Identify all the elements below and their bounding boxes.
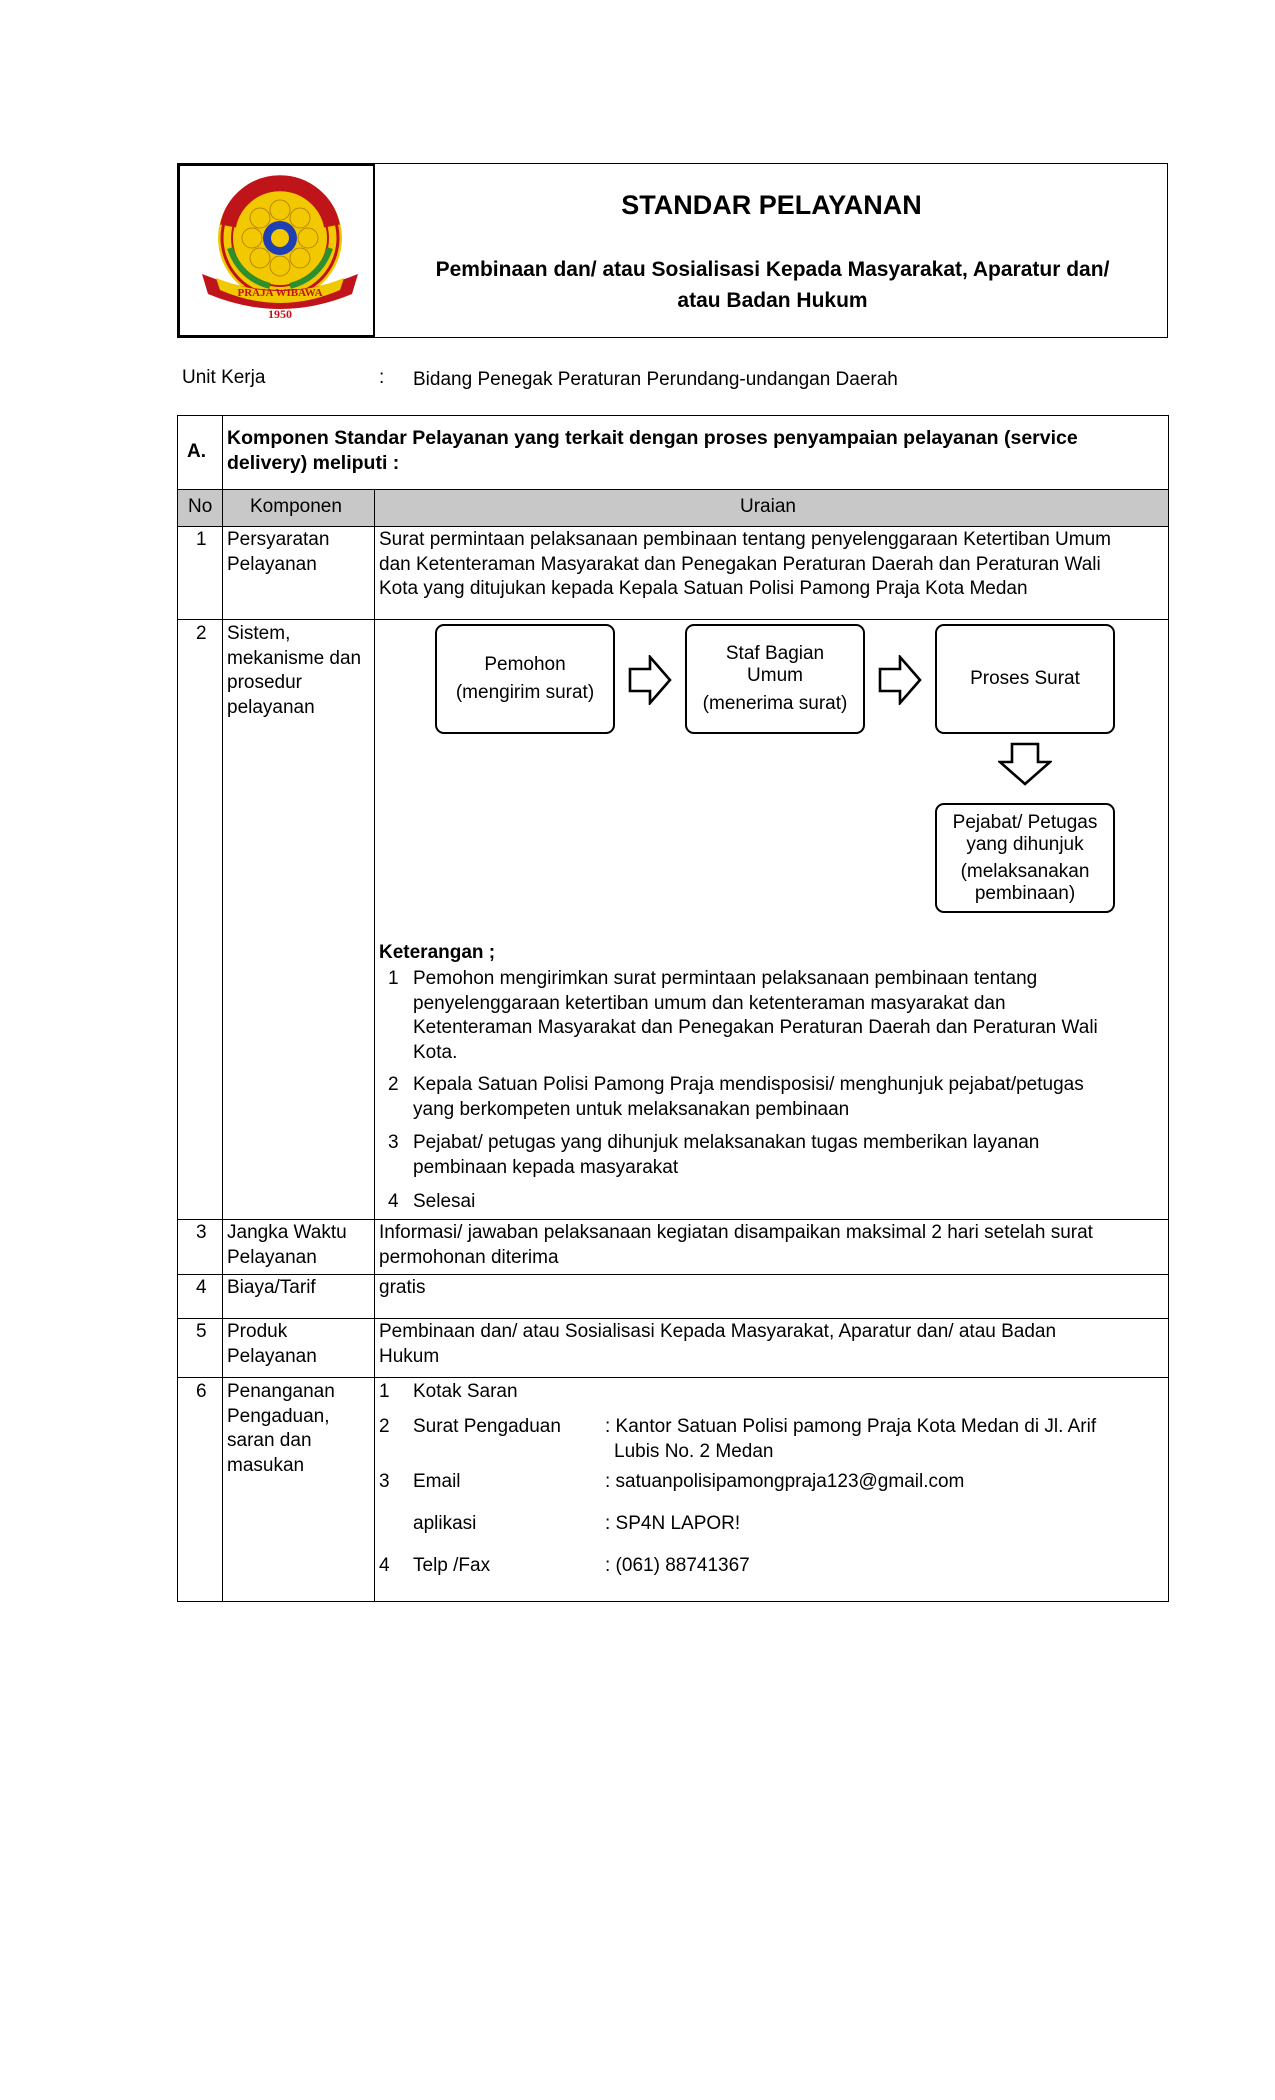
keterangan-item-line: penyelenggaraan ketertiban umum dan ketenteraman masyarakat dan xyxy=(413,992,1006,1014)
page-subtitle xyxy=(390,254,1155,316)
row-komponen-line: pelayanan xyxy=(227,696,315,718)
flow-arrow-down-icon xyxy=(998,742,1052,786)
row-komponen-line: Persyaratan xyxy=(227,529,330,550)
row-komponen-line: mekanisme dan xyxy=(227,647,362,669)
unit-kerja-label: Unit Kerja xyxy=(182,367,266,388)
page-subtitle-line: Pembinaan dan/ atau Sosialisasi Kepada Masyarakat, Aparatur dan/ xyxy=(435,258,1110,281)
pengaduan-number: 4 xyxy=(379,1555,390,1576)
pengaduan-value-line: : Kantor Satuan Polisi pamong Praja Kota Medan di Jl. Arif xyxy=(605,1416,1097,1437)
pengaduan-number: 2 xyxy=(379,1416,390,1437)
logo-cell xyxy=(178,164,375,337)
keterangan-item-number: 4 xyxy=(388,1191,399,1212)
keterangan-title: Keterangan ; xyxy=(379,942,496,963)
section-title-line: delivery) meliputi : xyxy=(227,451,400,474)
keterangan-item-line: Pejabat/ petugas yang dihunjuk melaksanakan tugas memberikan layanan xyxy=(413,1132,1040,1153)
row-komponen-line: Pelayanan xyxy=(227,1246,317,1268)
keterangan-item-text: Selesai xyxy=(413,1191,476,1212)
flow-arrow-right-icon xyxy=(628,655,672,705)
row-komponen-line: Jangka Waktu xyxy=(227,1222,347,1243)
row-komponen xyxy=(227,528,329,577)
row-komponen-line: Penanganan xyxy=(227,1381,335,1402)
row-komponen-line: Pelayanan xyxy=(227,553,317,575)
pengaduan-value: : (061) 88741367 xyxy=(605,1555,750,1576)
row-uraian-line: Kota yang ditujukan kepada Kepala Satuan Polisi Pamong Praja Kota Medan xyxy=(379,578,1028,599)
keterangan-item-number: 2 xyxy=(388,1074,399,1095)
row-number: 5 xyxy=(196,1321,207,1342)
column-header-komponen: Komponen xyxy=(250,496,342,517)
pengaduan-value xyxy=(605,1415,1096,1464)
pengaduan-label: Surat Pengaduan xyxy=(413,1416,561,1437)
pengaduan-label: Email xyxy=(413,1471,461,1492)
section-title xyxy=(227,426,1078,475)
row-komponen xyxy=(227,622,361,720)
keterangan-item-line: yang berkompeten untuk melaksanakan pembinaan xyxy=(413,1098,850,1120)
keterangan-item-number: 3 xyxy=(388,1132,399,1153)
row-komponen-line: saran dan xyxy=(227,1430,312,1451)
pengaduan-value-email[interactable]: : satuanpolisipamongpraja123@gmail.com xyxy=(605,1471,965,1492)
row-komponen-line: Produk xyxy=(227,1321,288,1342)
page-title: STANDAR PELAYANAN xyxy=(621,190,922,220)
unit-kerja-value: Bidang Penegak Peraturan Perundang-undangan Daerah xyxy=(413,369,898,390)
keterangan-item-number: 1 xyxy=(388,968,399,989)
row-number: 2 xyxy=(196,623,207,644)
pengaduan-label: Telp /Fax xyxy=(413,1555,491,1576)
logo-banner-text: PRAJA WIBAWA xyxy=(237,287,323,299)
flow-arrow-right-icon xyxy=(878,655,922,705)
keterangan-item-text xyxy=(413,1073,1084,1122)
keterangan-item-line: Pemohon mengirimkan surat permintaan pelaksanaan pembinaan tentang xyxy=(413,968,1038,989)
keterangan-item-line: Kepala Satuan Polisi Pamong Praja mendisposisi/ menghunjuk pejabat/petugas xyxy=(413,1074,1084,1095)
row-komponen-line: prosedur xyxy=(227,672,302,693)
row-uraian-line: Pembinaan dan/ atau Sosialisasi Kepada Masyarakat, Aparatur dan/ atau Badan xyxy=(379,1321,1057,1342)
column-header-uraian: Uraian xyxy=(740,496,796,517)
keterangan-item-text xyxy=(413,1131,1039,1180)
flow-box-proses-surat xyxy=(935,624,1115,734)
flow-box-line: Pemohon xyxy=(484,654,566,675)
row-komponen-line: Pelayanan xyxy=(227,1345,317,1367)
pengaduan-value: : SP4N LAPOR! xyxy=(605,1513,741,1534)
row-uraian-line: Surat permintaan pelaksanaan pembinaan tentang penyelenggaraan Ketertiban Umum xyxy=(379,529,1111,550)
row-komponen-line: Pengaduan, xyxy=(227,1405,330,1427)
flow-box-line: Umum xyxy=(747,665,803,686)
row-uraian-line: permohonan diterima xyxy=(379,1246,559,1268)
row-komponen-line: Sistem, xyxy=(227,623,291,644)
page-subtitle-line: atau Badan Hukum xyxy=(677,289,868,312)
logo-year-text: 1950 xyxy=(268,307,292,321)
row-number: 3 xyxy=(196,1222,207,1243)
pengaduan-value-line: Lubis No. 2 Medan xyxy=(614,1440,774,1462)
pengaduan-number: 3 xyxy=(379,1471,390,1492)
flow-box-line: (melaksanakan xyxy=(960,860,1090,882)
flow-box-line: Proses Surat xyxy=(970,668,1080,689)
row-komponen xyxy=(227,1221,347,1270)
keterangan-item-line: Kota. xyxy=(413,1041,458,1063)
row-uraian-line: Hukum xyxy=(379,1345,440,1367)
flow-box-pejabat xyxy=(935,803,1115,913)
row-number: 1 xyxy=(196,529,207,550)
keterangan-item-text xyxy=(413,967,1098,1065)
row-komponen-line: masukan xyxy=(227,1454,305,1476)
keterangan-item-line: pembinaan kepada masyarakat xyxy=(413,1156,679,1178)
row-uraian xyxy=(379,528,1111,602)
flow-box-pemohon xyxy=(435,624,615,734)
flow-box-line: Staf Bagian xyxy=(725,643,825,664)
flow-box-line: yang dihunjuk xyxy=(966,833,1084,855)
row-number: 4 xyxy=(196,1277,207,1298)
flow-box-line: (menerima surat) xyxy=(702,693,848,714)
pengaduan-label: aplikasi xyxy=(413,1513,477,1534)
unit-kerja-colon: : xyxy=(379,367,385,388)
column-header-no: No xyxy=(188,496,213,517)
row-komponen xyxy=(227,1380,335,1478)
section-letter: A. xyxy=(187,441,206,462)
section-title-line: Komponen Standar Pelayanan yang terkait dengan proses penyampaian pelayanan (service xyxy=(227,427,1078,449)
row-uraian xyxy=(379,1221,1093,1270)
row-komponen: Biaya/Tarif xyxy=(227,1277,316,1298)
pengaduan-label: Kotak Saran xyxy=(413,1381,518,1402)
flow-box-staf-umum xyxy=(685,624,865,734)
flow-box-line: Pejabat/ Petugas xyxy=(952,811,1098,833)
flow-box-line: pembinaan) xyxy=(974,882,1076,904)
satpol-pp-logo xyxy=(180,166,373,335)
keterangan-item-line: Ketenteraman Masyarakat dan Penegakan Peraturan Daerah dan Peraturan Wali xyxy=(413,1017,1098,1038)
row-komponen xyxy=(227,1320,317,1369)
row-uraian: gratis xyxy=(379,1277,426,1298)
row-uraian xyxy=(379,1320,1056,1369)
row-uraian-line: dan Ketenteraman Masyarakat dan Penegakan Peraturan Daerah dan Peraturan Wali xyxy=(379,553,1101,575)
flow-box-line: (mengirim surat) xyxy=(455,682,595,703)
pengaduan-number: 1 xyxy=(379,1381,390,1402)
row-number: 6 xyxy=(196,1381,207,1402)
row-uraian-line: Informasi/ jawaban pelaksanaan kegiatan disampaikan maksimal 2 hari setelah surat xyxy=(379,1222,1093,1243)
